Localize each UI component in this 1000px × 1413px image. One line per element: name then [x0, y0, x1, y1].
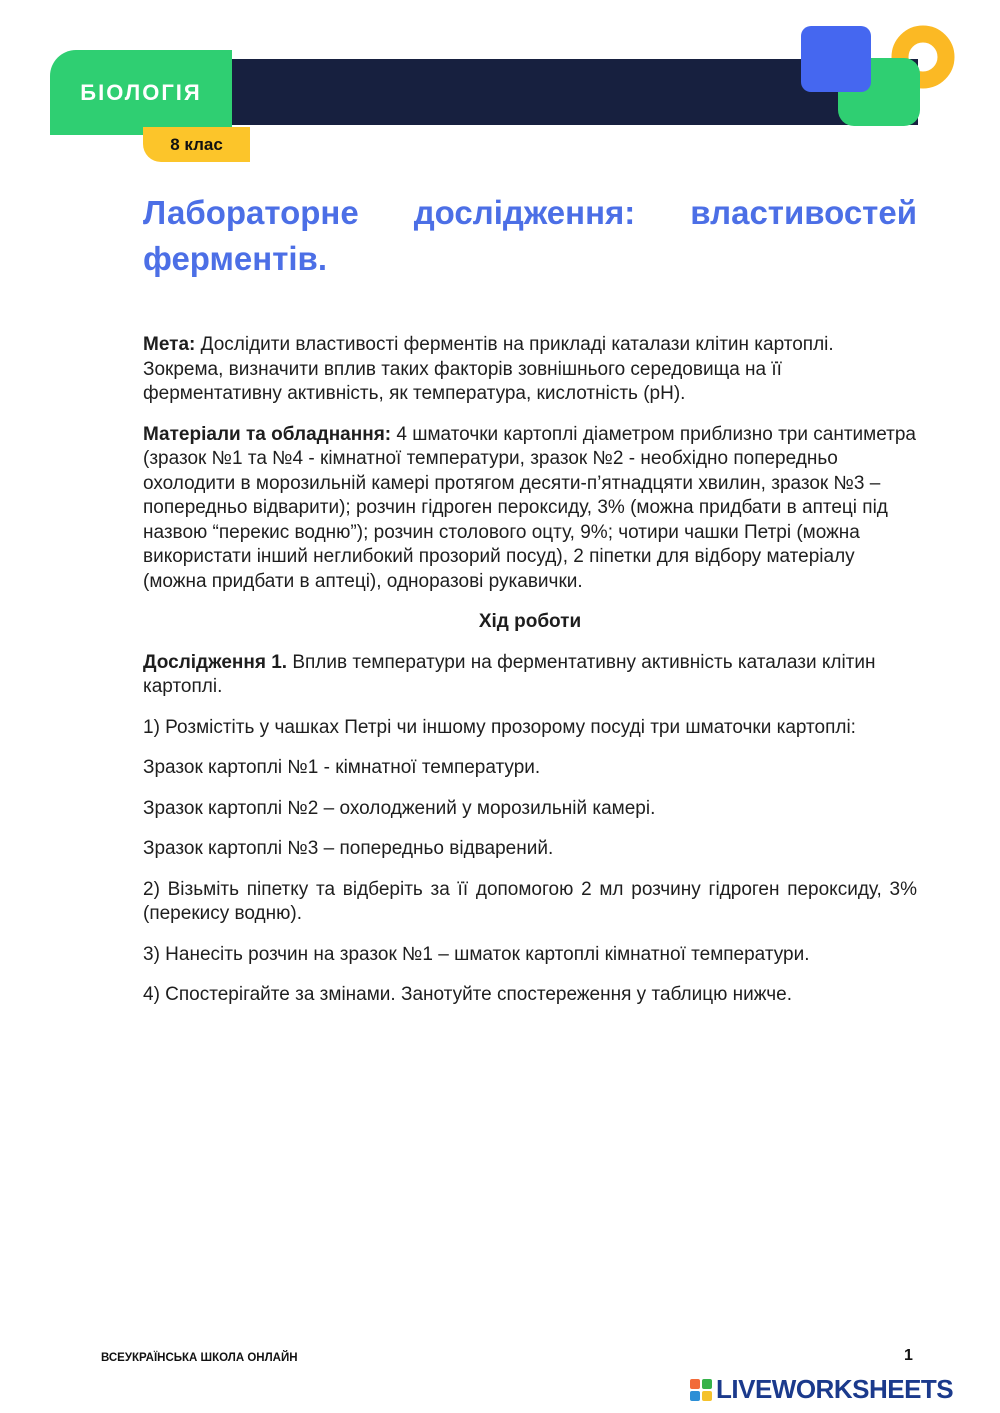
sample-3: Зразок картоплі №3 – попередньо відварений. [143, 838, 554, 859]
liveworksheets-brand: LIVEWORKSHEETS [716, 1374, 954, 1404]
mark-cell [690, 1379, 700, 1389]
liveworksheets-logo[interactable] [690, 1374, 953, 1405]
step-1: 1) Розмістіть у чашках Петрі чи іншому прозорому посуді три шматочки картоплі: [143, 716, 856, 738]
subject-label: БІОЛОГІЯ [80, 79, 202, 105]
mark-cell [690, 1391, 700, 1401]
study1-paragraph [143, 651, 917, 700]
step-4: 4) Спостерігайте за змінами. Занотуйте спостереження у таблицю нижче. [143, 984, 792, 1005]
sample-2: Зразок картоплі №2 – охолоджений у морозильній камері. [143, 797, 656, 819]
document-body [143, 333, 917, 1024]
page-title: Лабораторне дослідження: властивостей ферментів. [143, 194, 917, 277]
liveworksheets-mark-icon [690, 1379, 712, 1401]
school-logo-icon [795, 20, 960, 130]
mark-cell [702, 1391, 712, 1401]
mark-cell [702, 1379, 712, 1389]
goal-paragraph [143, 333, 917, 407]
study1-label: Дослідження 1. [143, 651, 288, 673]
procedure-heading: Хід роботи [478, 611, 582, 632]
page-number: 1 [904, 1347, 913, 1364]
goal-text: Дослідити властивості ферментів на прикладі каталази клітин картоплі. Зокрема, визначити вплив таких факторів зовнішнього середовища на її ферментативну активність, як температура, кислотність (pH). [143, 334, 834, 404]
study1-text: Вплив температури на ферментативну активність каталази клітин картоплі. [143, 651, 876, 697]
step-2: 2) Візьміть піпетку та відберіть за її допомогою 2 мл розчину гідроген пероксиду, 3% (перекису водню). [143, 878, 917, 924]
subject-tab [50, 50, 232, 135]
grade-label: 8 клас [170, 134, 223, 154]
materials-paragraph [143, 423, 917, 595]
materials-text: 4 шматочки картоплі діаметром приблизно три сантиметра (зразок №1 та №4 - кімнатної температури, зразок №2 - необхідно попередньо охолодити в морозильній камері протягом десяти-п’ятнадцяти хвилин, зразок №3 – попередньо відварити); розчин гідроген пероксиду, 3% (можна придбати в аптеці під назвою “перекис водню”); розчин столового оцту, 9%; чотири чашки Петрі (можна використати інший неглибокий прозорий посуд), 2 піпетки для відбору матеріалу (можна придбати в аптеці), одноразові рукавички. [143, 423, 916, 592]
grade-badge [143, 127, 250, 162]
sample-1: Зразок картоплі №1 - кімнатної температури. [143, 757, 541, 778]
goal-label: Мета: [143, 334, 196, 355]
footer-school-name: ВСЕУКРАЇНСЬКА ШКОЛА ОНЛАЙН [101, 1352, 298, 1364]
step-3: 3) Нанесіть розчин на зразок №1 – шматок картоплі кімнатної температури. [143, 943, 810, 965]
materials-label: Матеріали та обладнання: [143, 423, 392, 445]
